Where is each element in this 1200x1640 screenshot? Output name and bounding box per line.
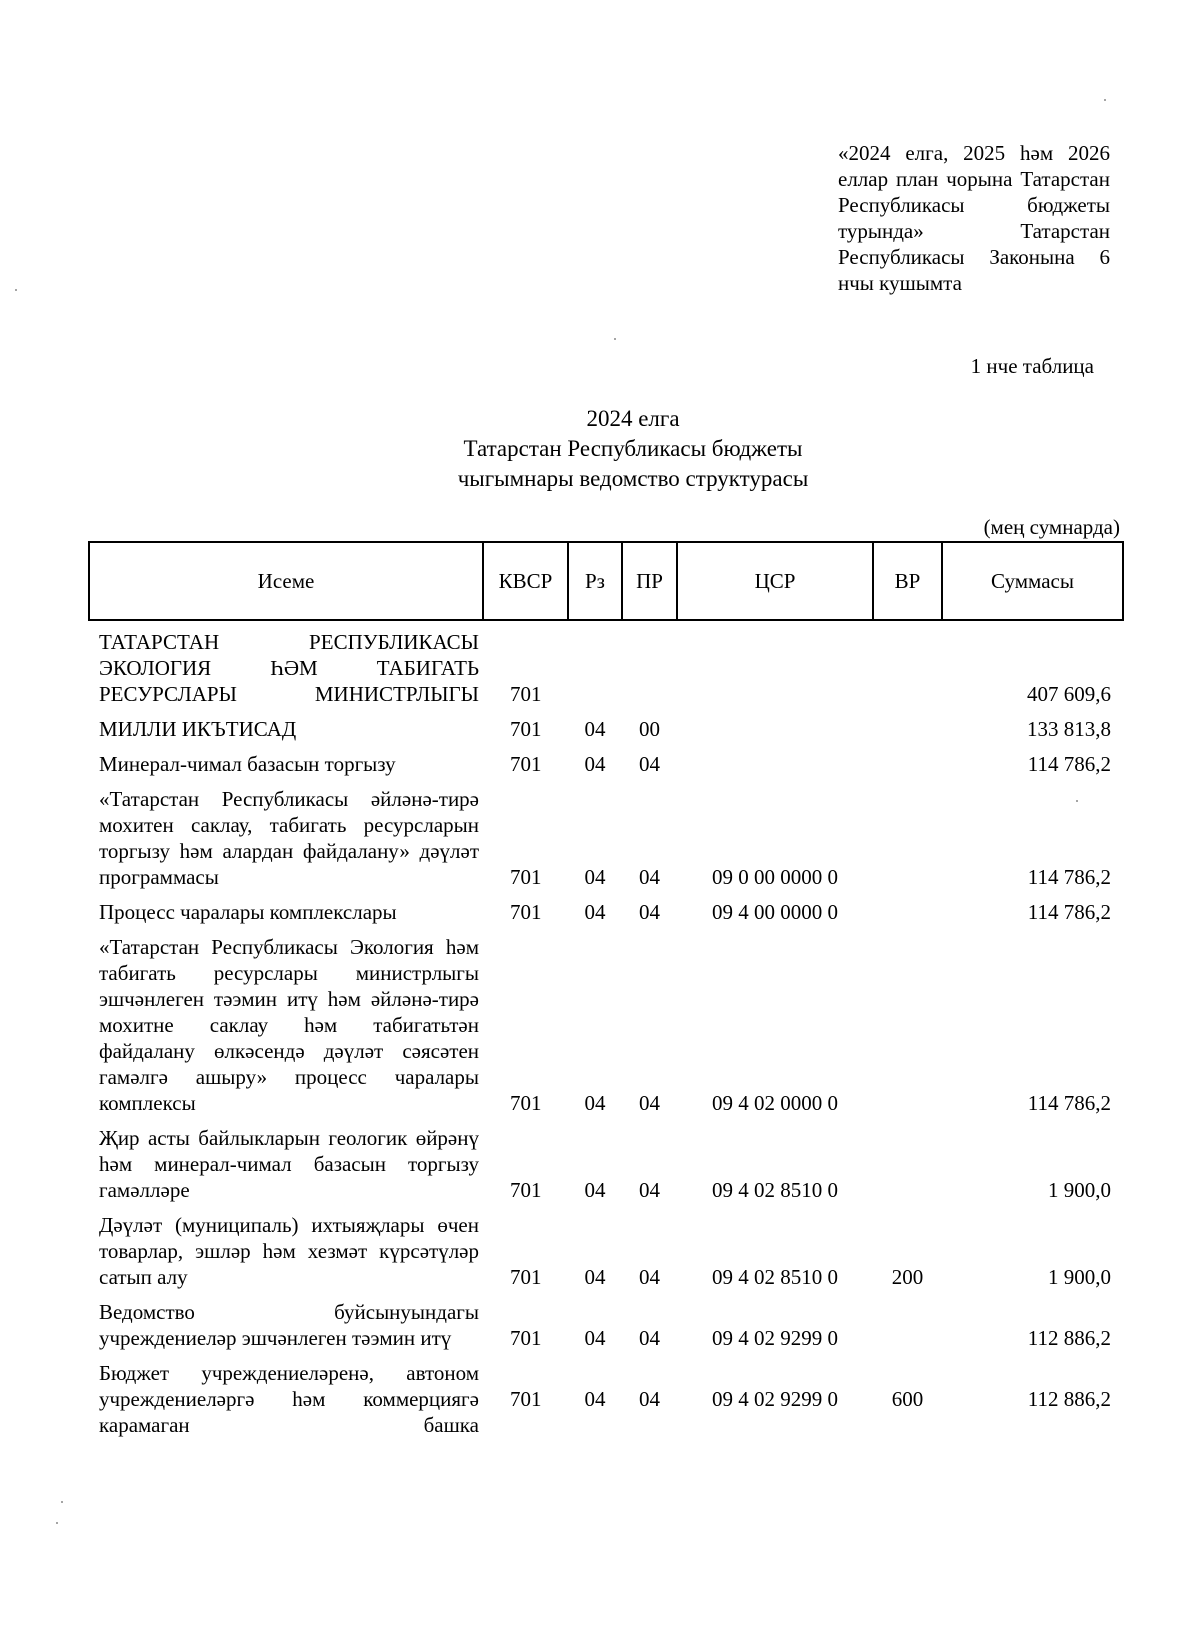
row-rz: 04 [584, 900, 606, 924]
expenditure-structure-table [88, 541, 1124, 1447]
row-vr [873, 716, 942, 751]
row-sum: 114 786,2 [1027, 865, 1111, 889]
row-vr: 600 [891, 1387, 924, 1411]
row-kvsr: 701 [510, 900, 542, 924]
header-name: Исеме [89, 542, 483, 620]
row-rz: 04 [584, 717, 606, 741]
scan-speck [61, 1501, 63, 1503]
row-rz: 04 [584, 1091, 606, 1115]
row-rz: 04 [584, 1265, 606, 1289]
row-kvsr: 701 [510, 717, 542, 741]
row-csr: 09 4 02 8510 0 [712, 1265, 838, 1289]
table-row [89, 620, 1123, 716]
row-vr [873, 934, 942, 1125]
row-sum: 1 900,0 [1048, 1265, 1111, 1289]
row-csr [677, 716, 873, 751]
row-kvsr: 701 [510, 1326, 542, 1350]
row-sum: 114 786,2 [1027, 900, 1111, 924]
row-kvsr: 701 [510, 1387, 542, 1411]
row-vr: 200 [891, 1265, 924, 1289]
scan-speck [614, 338, 616, 340]
row-name: Дәүләт (муниципаль) ихтыяҗлары өчен товарлар, эшләр һәм хезмәт күрсәтүләр сатып алу [99, 1213, 479, 1289]
row-pr: 04 [639, 1091, 660, 1115]
row-rz: 04 [584, 752, 606, 776]
table-row [89, 934, 1123, 1125]
row-rz: 04 [584, 1387, 606, 1411]
table-row [89, 1125, 1123, 1212]
annex-reference: «2024 елга, 2025 һәм 2026 еллар план чорына Татарстан Республикасы бюджеты турында» Татарстан Республикасы Законына 6 нчы кушымта [838, 141, 1110, 295]
row-rz [568, 620, 622, 716]
row-csr: 09 4 02 0000 0 [712, 1091, 838, 1115]
row-name: «Татарстан Республикасы Экология һәм табигать ресурслары министрлыгы эшчәнлеген тәэмин итү һәм әйләнә-тирә мохитне саклау һәм табигатьтән файдалану өлкәсендә дәүләт сәясәтен гамәлгә ашыру» процесс чаралары комплексы [99, 935, 479, 1115]
row-kvsr: 701 [510, 1178, 542, 1202]
scan-speck [1076, 800, 1078, 802]
header-vr: ВР [873, 542, 942, 620]
table-row [89, 1360, 1123, 1447]
row-kvsr: 701 [510, 1091, 542, 1115]
table-row [89, 716, 1123, 751]
row-name: Минерал-чимал базасын торгызу [99, 752, 396, 776]
row-name: ТАТАРСТАН РЕСПУБЛИКАСЫ ЭКОЛОГИЯ ҺӘМ ТАБИГАТЬ РЕСУРСЛАРЫ МИНИСТРЛЫГЫ [99, 630, 479, 706]
table-row [89, 899, 1123, 934]
title-line-1: 2024 елга [586, 406, 680, 431]
row-name: «Татарстан Республикасы әйләнә-тирә мохитен саклау, табигать ресурсларын торгызу һәм алардан файдалану» дәүләт программасы [99, 787, 479, 889]
row-sum: 1 900,0 [1048, 1178, 1111, 1202]
row-pr: 00 [639, 717, 660, 741]
row-csr [677, 751, 873, 786]
row-pr: 04 [639, 1265, 660, 1289]
row-csr: 09 4 02 9299 0 [712, 1387, 838, 1411]
row-csr: 09 0 00 0000 0 [712, 865, 838, 889]
row-name: Процесс чаралары комплекслары [99, 900, 397, 924]
table-number: 1 нче таблица [970, 354, 1094, 378]
row-rz: 04 [584, 1326, 606, 1350]
row-sum: 133 813,8 [1027, 717, 1111, 741]
row-kvsr: 701 [510, 682, 542, 706]
row-pr: 04 [639, 1326, 660, 1350]
table-row [89, 1299, 1123, 1360]
row-sum: 114 786,2 [1027, 1091, 1111, 1115]
header-kvsr: КВСР [483, 542, 568, 620]
scan-speck [1104, 99, 1106, 101]
row-rz: 04 [584, 1178, 606, 1202]
row-name: Ведомство буйсынуындагы учреждениеләр эшчәнлеген тәэмин итү [99, 1300, 479, 1350]
row-vr [873, 751, 942, 786]
document-title [300, 404, 966, 494]
row-pr: 04 [639, 1387, 660, 1411]
row-kvsr: 701 [510, 865, 542, 889]
table-row [89, 751, 1123, 786]
row-sum: 112 886,2 [1027, 1326, 1111, 1350]
row-csr: 09 4 02 8510 0 [712, 1178, 838, 1202]
title-line-2: Татарстан Республикасы бюджеты [463, 436, 803, 461]
row-pr: 04 [639, 865, 660, 889]
row-csr: 09 4 02 9299 0 [712, 1326, 838, 1350]
row-kvsr: 701 [510, 1265, 542, 1289]
row-sum: 112 886,2 [1027, 1387, 1111, 1411]
header-csr: ЦСР [677, 542, 873, 620]
units-note: (мең сумнарда) [983, 515, 1120, 539]
row-sum: 114 786,2 [1027, 752, 1111, 776]
header-sum: Суммасы [942, 542, 1123, 620]
row-vr [873, 620, 942, 716]
scan-speck [15, 289, 17, 291]
row-vr [873, 899, 942, 934]
header-pr: ПР [622, 542, 677, 620]
row-pr: 04 [639, 1178, 660, 1202]
row-vr [873, 1299, 942, 1360]
row-name: МИЛЛИ ИКЪТИСАД [99, 717, 297, 741]
table-row [89, 786, 1123, 899]
row-pr [622, 620, 677, 716]
scan-speck [56, 1522, 58, 1524]
table-header-row [89, 542, 1123, 620]
row-csr: 09 4 00 0000 0 [712, 900, 838, 924]
title-line-3: чыгымнары ведомство структурасы [457, 466, 809, 491]
row-name: Җир асты байлыкларын геологик өйрәнү һәм минерал-чимал базасын торгызу гамәлләре [99, 1126, 479, 1202]
header-rz: Рз [568, 542, 622, 620]
row-pr: 04 [639, 752, 660, 776]
row-csr [677, 620, 873, 716]
row-name: Бюджет учреждениеләренә, автоном учреждениеләргә һәм коммерциягә карамаган башка [99, 1361, 479, 1437]
row-kvsr: 701 [510, 752, 542, 776]
row-sum: 407 609,6 [1027, 682, 1111, 706]
table-row [89, 1212, 1123, 1299]
row-pr: 04 [639, 900, 660, 924]
row-rz: 04 [584, 865, 606, 889]
row-vr [873, 786, 942, 899]
row-vr [873, 1125, 942, 1212]
